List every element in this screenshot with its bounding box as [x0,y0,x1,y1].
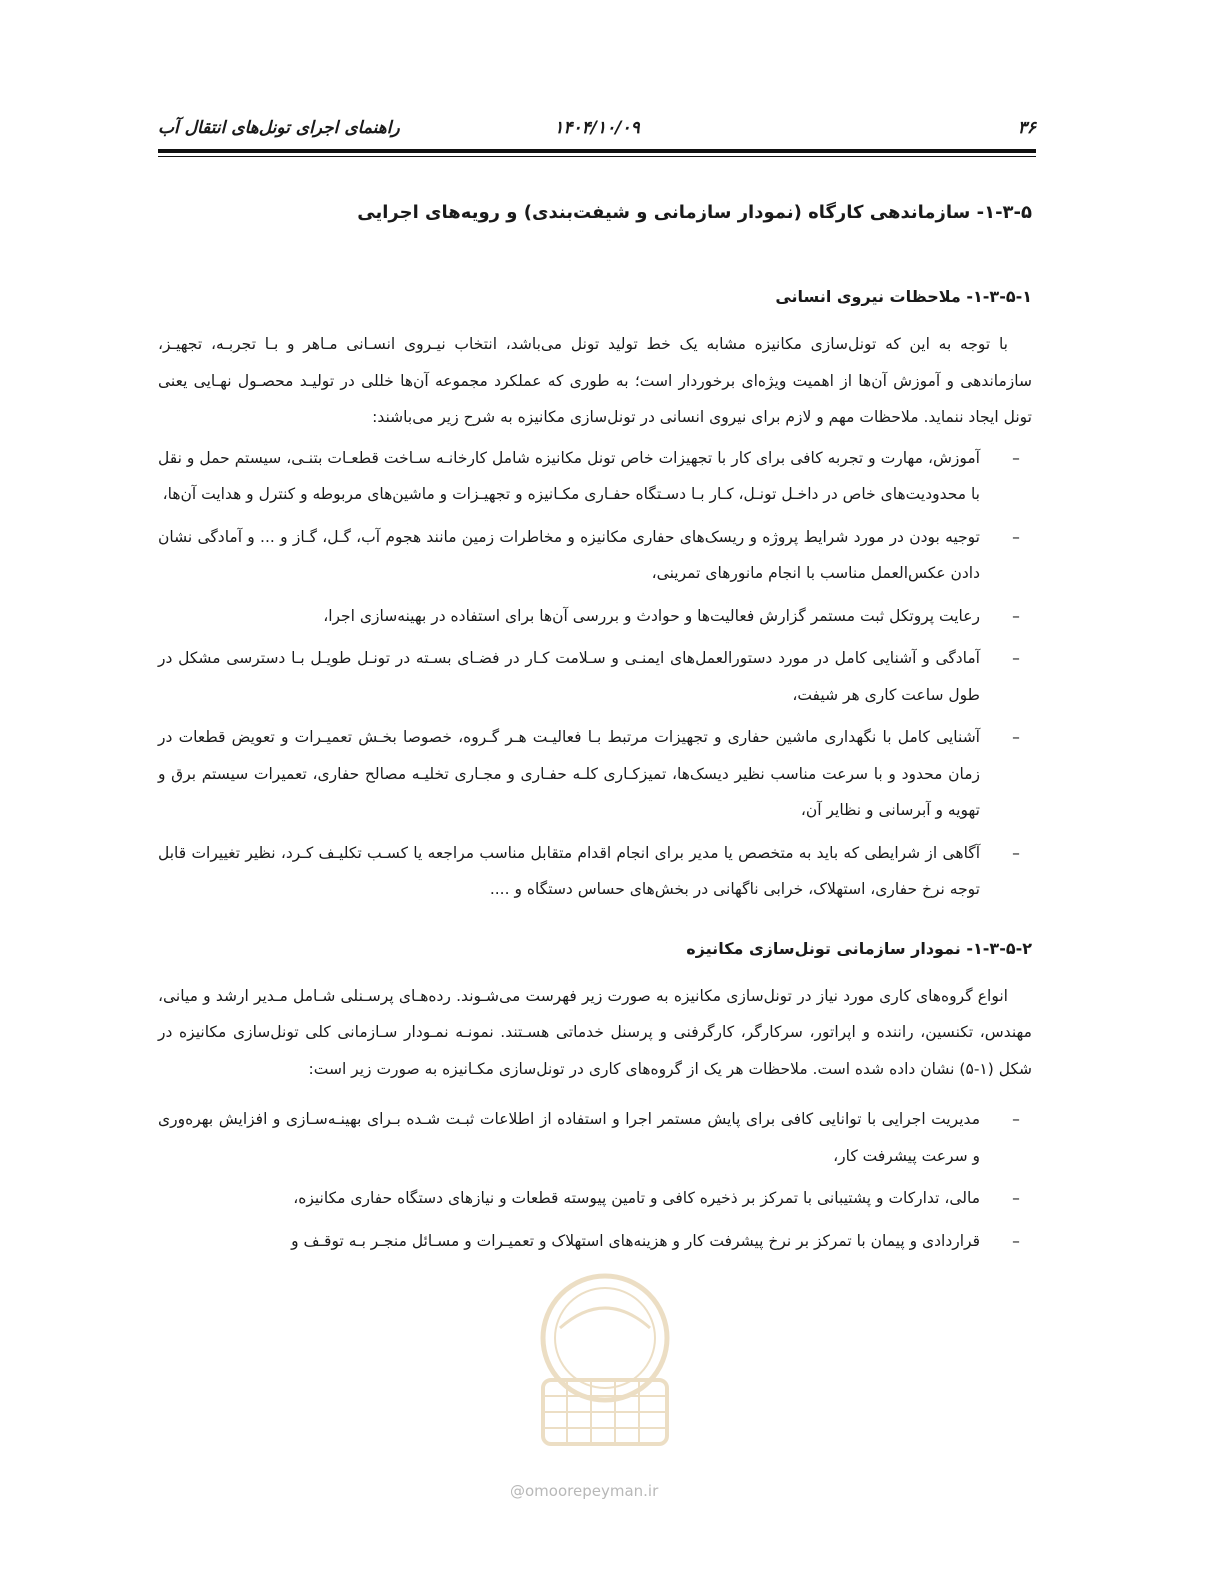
list-item [158,1223,1032,1260]
page-header [158,118,1036,144]
page-number: ۳۶ [1017,118,1036,138]
list-item-text: مدیریت اجرایی با توانایی کافی برای پایش مستمر اجرا و استفاده از اطلاعات ثبـت شـده بـرای بهینـه‌سـازی و افزایش بهره‌وری و سرعت پیشرفت کار، [158,1110,980,1165]
watermark-url: @omoorepeyman.ir [510,1482,659,1500]
list-item [158,1180,1032,1217]
list-item-text: آگاهی از شرایطی که باید به متخصص یا مدیر برای انجام اقدام متقابل مناسب مراجعه یا کسـب تکلیـف کـرد، نظیر تغییرات قابل توجه نرخ حفاری، استهلاک، خرابی ناگهانی در بخش‌های حساس دستگاه و .... [158,843,980,898]
list-item [158,519,1032,592]
page-content [158,196,1032,1265]
list-item-text: آمادگی و آشنایی کامل در مورد دستورالعمل‌های ایمنـی و سـلامت کـار در فضـای بسـته در تونـل طویـل بـا دسترسی مشکل در طول ساعت کاری هر شیفت، [158,649,980,704]
watermark-logo-icon [505,1268,705,1458]
dash-bullet-icon: – [1012,448,1020,467]
list-item-text: قراردادی و پیمان با تمرکز بر نرخ پیشرفت کار و هزینه‌های استهلاک و تعمیـرات و مسـائل منجـر بـه توقـف و [291,1231,980,1250]
list-item [158,598,1032,635]
dash-bullet-icon: – [1012,606,1020,625]
header-rule-thick [158,149,1036,153]
header-date: ۱۴۰۴/۱۰/۰۹ [554,118,640,138]
list-item [158,440,1032,513]
dash-bullet-icon: – [1012,843,1020,862]
header-title: راهنمای اجرای تونل‌های انتقال آب [158,118,400,138]
list-item [158,719,1032,829]
list-item [158,1101,1032,1174]
dash-bullet-icon: – [1012,728,1020,746]
subsection-heading-org-chart: ۱-۳-۵-۲- نمودار سازمانی تونل‌سازی مکانیزه [686,938,1032,958]
dash-bullet-icon: – [1012,1189,1020,1207]
list-item-text: مالی، تدارکات و پشتیبانی با تمرکز بر ذخیره کافی و تامین پیوسته قطعات و نیازهای دستگاه حفاری مکانیزه، [293,1189,980,1207]
list-item-text: آموزش، مهارت و تجربه کافی برای کار با تجهیزات خاص تونل مکانیزه شامل کارخانـه سـاخت قطعـات بتنـی، سیستم حمل و نقل با محدودیت‌های خاص در داخـل تونـل، کـار بـا دسـتگاه حفـاری مکـانیزه و تجهیـزات و ماشین‌های مربوطه و کنترل و هدایت آن‌ها، [158,448,980,503]
manpower-considerations-list [158,440,1032,908]
dash-bullet-icon: – [1012,1110,1020,1128]
dash-bullet-icon: – [1012,649,1020,667]
list-item-text: توجیه بودن در مورد شرایط پروژه و ریسک‌های حفاری مکانیزه و مخاطرات زمین مانند هجوم آب، گـل، گـاز و ... و آمادگی نشان دادن عکس‌العمل مناسب با انجام مانورهای تمرینی، [158,527,980,582]
list-item [158,835,1032,908]
dash-bullet-icon: – [1012,527,1020,546]
list-item [158,640,1032,713]
header-rule-thin [158,156,1036,157]
list-item-text: آشنایی کامل با نگهداری ماشین حفاری و تجهیزات مرتبط بـا فعالیـت هـر گـروه، خصوصا بخـش تعمیـرات و تعویض قطعات در زمان محدود و با سرعت مناسب نظیر دیسک‌ها، تمیزکـاری کلـه حفـاری و مجـاری تخلیـه مصالح حفاری، تعمیرات سیستم برق و تهویه و آبرسانی و نظایر آن، [158,728,980,819]
org-chart-intro-paragraph: انواع گروه‌های کاری مورد نیاز در تونل‌سازی مکانیزه به صورت زیر فهرست می‌شـوند. رده‌هـای پرسـنلی شـامل مـدیر ارشد و میانی، مهندس، تکنسین، راننده و اپراتور، سرکارگر، کارگرفنی و پرسنل خدماتی هسـتند. نمونـه نمـودار سـازمانی کلی تونل‌سازی مکانیزه در شکل (۱-۵) نشان داده شده است. ملاحظات هر یک از گروه‌های کاری در تونل‌سازی مکـانیزه به صورت زیر است: [158,986,1032,1078]
dash-bullet-icon: – [1012,1231,1020,1250]
list-item-text: رعایت پروتکل ثبت مستمر گزارش فعالیت‌ها و حوادث و بررسی آن‌ها برای استفاده در بهینه‌سازی اجرا، [323,606,980,625]
manpower-intro-paragraph: با توجه به این که تونل‌سازی مکانیزه مشابه یک خط تولید تونل می‌باشد، انتخاب نیـروی انسـانی مـاهر و بـا تجربـه، تجهیـز، سازماندهی و آموزش آن‌ها از اهمیت ویژه‌ای برخوردار است؛ به طوری که عملکرد مجموعه آن‌ها خللی در تولیـد محصـول نهـایی یعنی تونل ایجاد ننماید. ملاحظات مهم و لازم برای نیروی انسانی در تونل‌سازی مکانیزه به شرح زیر می‌باشند: [158,335,1032,426]
subsection-heading-manpower: ۱-۳-۵-۱- ملاحظات نیروی انسانی [775,287,1032,306]
work-groups-list [158,1101,1032,1259]
section-heading: ۱-۳-۵- سازماندهی کارگاه (نمودار سازمانی و شیفت‌بندی) و رویه‌های اجرایی [357,202,1032,223]
